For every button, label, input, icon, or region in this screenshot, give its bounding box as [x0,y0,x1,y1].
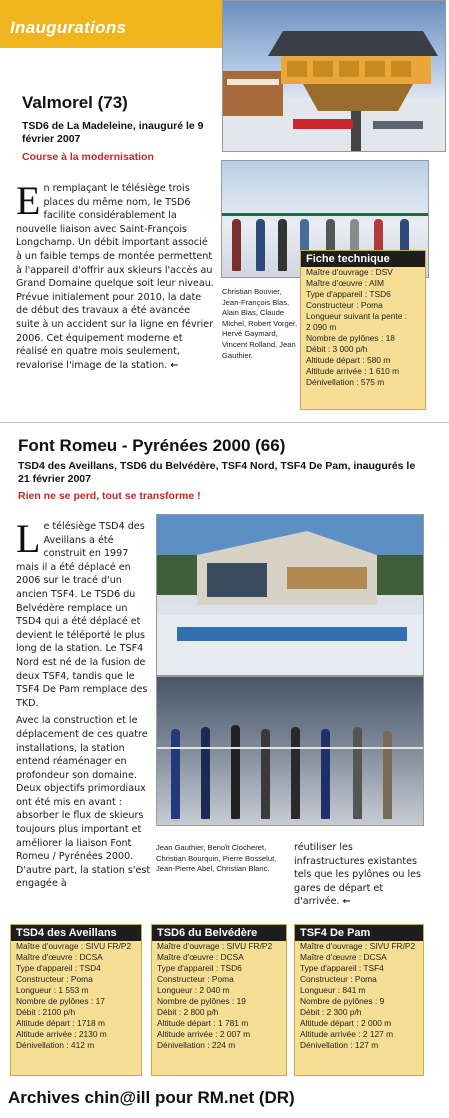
fiche-line: Maître d'ouvrage : SIVU FR/P2 [157,941,273,951]
fiche-line: Type d'appareil : TSD6 [306,289,391,299]
fiche-line: Altitude départ : 2 000 m [300,1018,392,1028]
article2-dropcap: L [16,516,41,561]
fiche-line: Altitude arrivée : 2 127 m [300,1029,394,1039]
fiche-line: Longueur : 1 553 m [16,985,89,995]
fiche-line: Maître d'œuvre : DCSA [300,952,387,962]
article2-body-text2: Avec la construction et le déplacement de ces quatre installations, la station entend réaménager en profondeur son domaine. Deux objectifs primordiaux ont été mis en avant : absorber le flux de skieurs toujours plus important et améliorer la liaison Font Romeu / Pyrénées 2000. D'autre part, la station s'est engagée à [16,715,151,890]
font-romeu-ribbon-photo [156,676,424,826]
fiche-line: Type d'appareil : TSD4 [16,963,101,973]
font-romeu-station-photo [156,514,424,676]
fiche-line: Maître d'ouvrage : SIVU FR/P2 [16,941,132,951]
fiche-line: Altitude arrivée : 2130 m [16,1029,107,1039]
fiche-line: Constructeur : Poma [16,974,93,984]
fiche-line: Longueur : 2 040 m [157,985,230,995]
fiche-line: Longueur : 841 m [300,985,366,995]
article2-subtitle: TSD4 des Aveillans, TSD6 du Belvédère, TSF4 Nord, TSF4 De Pam, inaugurés le 21 février 2007 [18,460,416,485]
article1-kicker: Course à la modernisation [22,151,154,163]
article2-photo-caption: Jean Gauthier, Benoît Clocheret, Christian Bourquin, Pierre Bosselut, Jean-Pierre Abel, Christian Blanc. [156,843,277,874]
article1-body [16,178,214,372]
fiche-line: Nombre de pylônes : 9 [300,996,385,1006]
fiche-line: Maître d'ouvrage : DSV [306,267,393,277]
section-separator [0,422,449,423]
fiche-line: Dénivellation : 575 m [306,377,385,387]
article1-body-text: n remplaçant le télésiège trois places du même nom, le TSD6 facilite considérablement la nouvelle liaison avec Saint-François Longchamp. Un débit important associé à un faible temps de montée permettent à l'appareil d'offrir aux skieurs l'accès au Grand Domaine quelque soit leur niveau. Prévue initialement pour 2010, la date de début des travaux a été avancée suite à un accident sur la ligne en février 2006. Cet équipement moderne et réalisé en quatre mois seulement, revalorise l'image de la station. [16,183,214,371]
fiche-line: Longueur suivant la pente : [306,311,408,321]
fiche-line: Type d'appareil : TSF4 [300,963,384,973]
end-arrow-icon: ← [170,359,179,371]
fiche-line: Altitude arrivée : 1 610 m [306,366,400,376]
fiche-line: Maître d'œuvre : AIM [306,278,384,288]
fiche-line: Constructeur : Poma [157,974,234,984]
article1-fiche-technique [300,250,426,410]
fiche-line: Dénivellation : 127 m [300,1040,379,1050]
fiche-title: TSD6 du Belvédère [152,925,286,941]
article1-title: Valmorel (73) [22,93,128,112]
fiche-line: Dénivellation : 412 m [16,1040,95,1050]
fiche-line: Débit : 2100 p/h [16,1007,76,1017]
fiche-line: Maître d'œuvre : DCSA [16,952,103,962]
article2-body-text1: e télésiège TSD4 des Aveillans a été construit en 1997 mais il a été déplacé en 2006 sur le tracé d'un ancien TSF4. Le TSD6 du Belvédère remplace un TSD4 qui a été déplacé et devient le téléporté le plus long de la station. Le TSF4 Nord est né de la fusion de deux TSF4, tandis que le TSF4 De Pam remplace des TKD. [16,521,148,709]
article2-kicker: Rien ne se perd, tout se transforme ! [18,490,201,502]
station-building-illustration [157,515,423,675]
article2-body-col2 [294,841,422,909]
fiche-line: Maître d'œuvre : DCSA [157,952,244,962]
fiche-line: Nombre de pylônes : 18 [306,333,395,343]
fiche-title: TSD4 des Aveillans [11,925,141,941]
chairlift-station-illustration [223,1,445,151]
fiche-line: 2 090 m [306,322,337,332]
fiche-line: Débit : 2 800 p/h [157,1007,219,1017]
section-banner-label: Inaugurations [10,18,127,37]
fiche-title: TSF4 De Pam [295,925,423,941]
fiche-line: Type d'appareil : TSD6 [157,963,242,973]
fiche-line: Constructeur : Poma [300,974,377,984]
article2-title: Font Romeu - Pyrénées 2000 (66) [18,436,286,455]
article1-dropcap: E [16,178,41,223]
fiche-tsd6-belvedere [151,924,287,1076]
fiche-technique-title: Fiche technique [301,251,425,267]
fiche-line: Altitude arrivée : 2 007 m [157,1029,251,1039]
fiche-line: Constructeur : Poma [306,300,383,310]
article1-photo-caption: Christian Bouvier, Jean-François Blas, Alain Blas, Claude Michel, Robert Vorger, Hervé Gaymard, Vincent Rolland, Jean Gauthier. [222,287,298,360]
fiche-line: Altitude départ : 1 781 m [157,1018,249,1028]
fiche-line: Altitude départ : 580 m [306,355,391,365]
article1-subtitle: TSD6 de La Madeleine, inauguré le 9 février 2007 [22,120,204,145]
fiche-line: Dénivellation : 224 m [157,1040,236,1050]
fiche-tsf4-de-pam [294,924,424,1076]
fiche-tsd4-aveillans [10,924,142,1076]
fiche-line: Débit : 3 000 p/h [306,344,368,354]
fiche-line: Nombre de pylônes : 17 [16,996,105,1006]
chairlift-station-photo [222,0,446,152]
fiche-line: Maître d'ouvrage : SIVU FR/P2 [300,941,416,951]
end-arrow-icon: ← [342,896,351,908]
fiche-line: Nombre de pylônes : 19 [157,996,246,1006]
fiche-line: Altitude départ : 1718 m [16,1018,105,1028]
article2-body-text3: réutiliser les infrastructures existantes tels que les pylônes ou les gares de départ et d'arrivée. [294,842,422,908]
fiche-line: Débit : 2 300 p/h [300,1007,362,1017]
article2-body-col1 [16,516,152,891]
archive-credit: Archives chin@ill pour RM.net (DR) [8,1088,295,1107]
